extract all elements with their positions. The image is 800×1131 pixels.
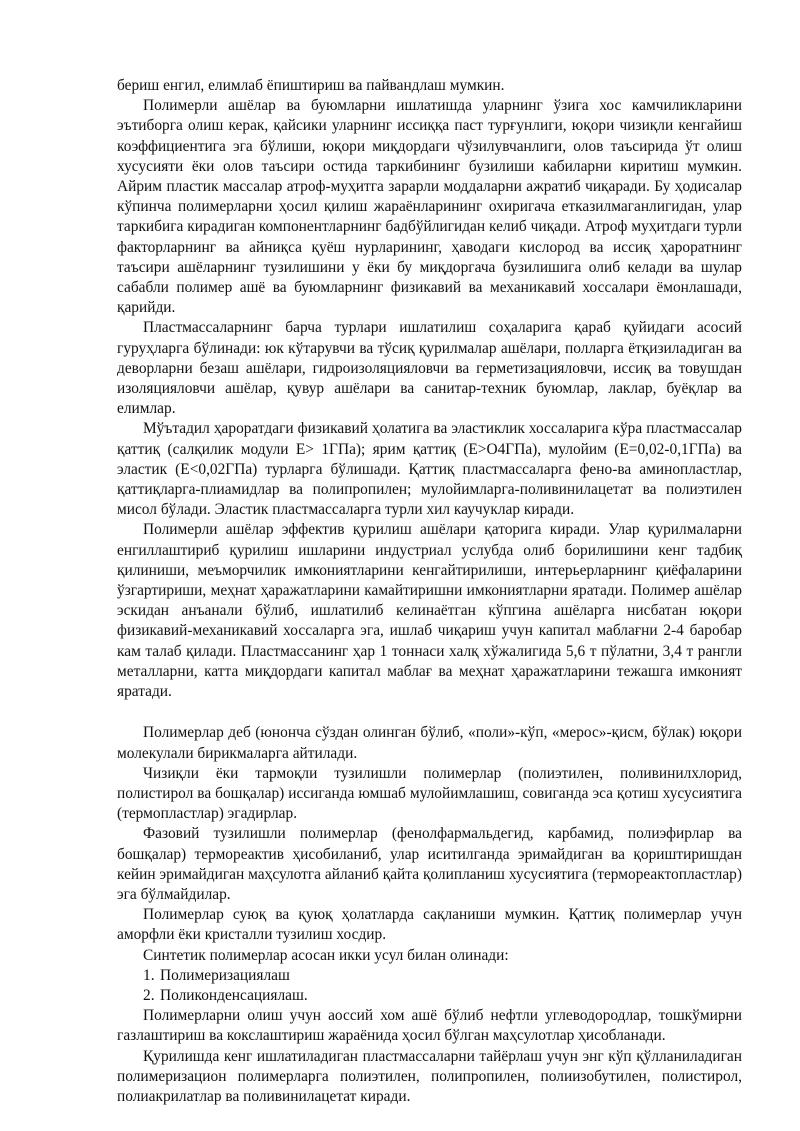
paragraph-drawbacks: Полимерли ашёлар ва буюмларни ишлатишда уларнинг ўзига хос камчиликларини эътиборга олиш керак, қайсики уларнинг иссиққа паст турғунлиги, юқори чизиқли кенгайиш коэффициентига эга бўлиши, юқори миқдордаги чўзилувчанлиги, олов таъсирида ўт олиш хусусияти ёки олов таъсири остида таркибининг бузилиши кабиларни киритиш мумкин. Айрим пластик массалар атроф-муҳитга зарарли моддаларни ажратиб чиқаради. Бу ҳодисалар кўпинча полимерларни ҳосил қилиш жараёнларининг охиригача етказилмаганлигидан, улар таркибига кирадиган компонентларнинг бадбўйлигидан келиб чиқади. Атроф муҳитдаги турли факторларнинг ва айниқса қуёш нурларининг, ҳаводаги кислород ва иссиқ ҳароратнинг таъсири ашёларнинг тузилишини у ёки бу миқдоргача бузилишига олиб келади ва шулар сабабли полимер ашё ва буюмларнинг физикавий ва механикавий хоссалари ёмонлашади, қарийди.	[117, 97, 742, 317]
methods-list	[117, 966, 742, 1006]
list-item-number: 2.	[143, 986, 155, 1004]
list-item-number: 1.	[143, 966, 155, 984]
list-item	[117, 966, 742, 986]
list-item-text: Поликонденсациялаш.	[160, 986, 308, 1004]
paragraph-thermoplastics: Чизиқли ёки тармоқли тузилишли полимерлар (полиэтилен, поливинилхлорид, полистирол ва бошқалар) иссиганда юмшаб мулойимлашиш, совиганда эса қотиш хусусиятига (термопластлар) эгадирлар.	[117, 764, 742, 823]
paragraph-raw-materials: Полимерларни олиш учун аоссий хом ашё бўлиб нефтли углеводородлар, тошкўмирни газлаштириш ва кокслаштириш жараёнида ҳосил бўлган маҳсулотлар ҳисобланади.	[117, 1007, 742, 1045]
paragraph-plastic-groups: Пластмассаларнинг барча турлари ишлатилиш соҳаларига қараб қуйидаги асосий гуруҳларга бўлинади: юк кўтарувчи ва тўсиқ қурилмалар ашёлари, полларга ётқизиладиган ва деворларни безаш ашёлари, гидроизоляцияловчи ва герметизацияловчи, иссиқ ва товушдан изоляцияловчи ашёлар, қувур ашёлари ва санитар-техник буюмлар, лаклар, буёқлар ва елимлар.	[117, 319, 742, 418]
paragraph-elasticity-classes: Мўътадил ҳароратдаги физикавий ҳолатига ва эластиклик хоссаларига кўра пластмассалар қаттиқ (салқилик модули Е> 1ГПа); ярим қаттиқ (Е>О4ГПа), мулойим (Е=0,02-0,1ГПа) ва эластик (Е<0,02ГПа) турларга бўлишади. Қаттиқ пластмассаларга фено-ва аминопластлар, қаттиқларга-плиамидлар ва полипропилен; мулойимларга-поливинилацетат ва полиэтилен мисол бўлади. Эластик пластмассаларга турли хил каучуклар киради.	[117, 420, 742, 519]
list-item	[117, 986, 742, 1006]
section-gap	[117, 702, 742, 723]
list-item-text: Полимеризациялаш	[160, 966, 290, 984]
paragraph-synthesis-methods: Синтетик полимерлар асосан икки усул билан олинади:	[143, 946, 509, 964]
paragraph-construction-polymers: Қурилишда кенг ишлатиладиган пластмассаларни тайёрлаш учун энг кўп қўлланиладиган полимеризацион полимерларга полиэтилен, полипропилен, полиизобутилен, полистирол, полиакрилатлар ва поливинилацетат киради.	[117, 1047, 742, 1105]
document-page	[117, 76, 742, 1107]
paragraph-effective-materials: Полимерли ашёлар эффектив қурилиш ашёлари қаторига киради. Улар қурилмаларни енгиллаштириб қурилиш ишларини индустриал услубда олиб борилишини кенг тадбиқ қилиниши, меъморчилик имкониятларини кенгайтирилиши, интерьерларнинг қиёфаларини ўзгартириши, меҳнат ҳаражатларини камайтиришни имкониятларни яратади. Полимер ашёлар эскидан анъанали бўлиб, ишлатилиб келинаётган кўпгина ашёларга нисбатан юқори физикавий-механикавий хоссаларга эга, ишлаб чиқариш учун капитал маблағни 2-4 баробар кам талаб қилади. Пластмассанинг ҳар 1 тоннаси халқ хўжалигида 5,6 т пўлатни, 3,4 т рангли металларни, катта миқдордаги капитал маблағ ва меҳнат ҳаражатларини тежашга имконият яратади.	[117, 521, 742, 701]
paragraph-polymer-states: Полимерлар суюқ ва қуюқ ҳолатларда сақланиши мумкин. Қаттиқ полимерлар учун аморфли ёки кристалли тузилиш хосдир.	[117, 906, 742, 944]
paragraph-polymer-definition: Полимерлар деб (юнонча сўздан олинган бўлиб, «поли»-кўп, «мерос»-қисм, бўлак) юқори молекулали бирикмаларга айтилади.	[117, 724, 742, 762]
paragraph-thermosets: Фазовий тузилишли полимерлар (фенолфармальдегид, карбамид, полиэфирлар ва бошқалар) термореактив ҳисобиланиб, улар иситилганда эримайдиган ва қориштиришдан кейин эримайдиган маҳсулотга айланиб қайта қолипланиш хусусиятига (термореактопластлар) эга бўлмайдилар.	[117, 825, 742, 903]
paragraph-continuation: бериш енгил, елимлаб ёпиштириш ва пайвандлаш мумкин.	[117, 77, 505, 94]
